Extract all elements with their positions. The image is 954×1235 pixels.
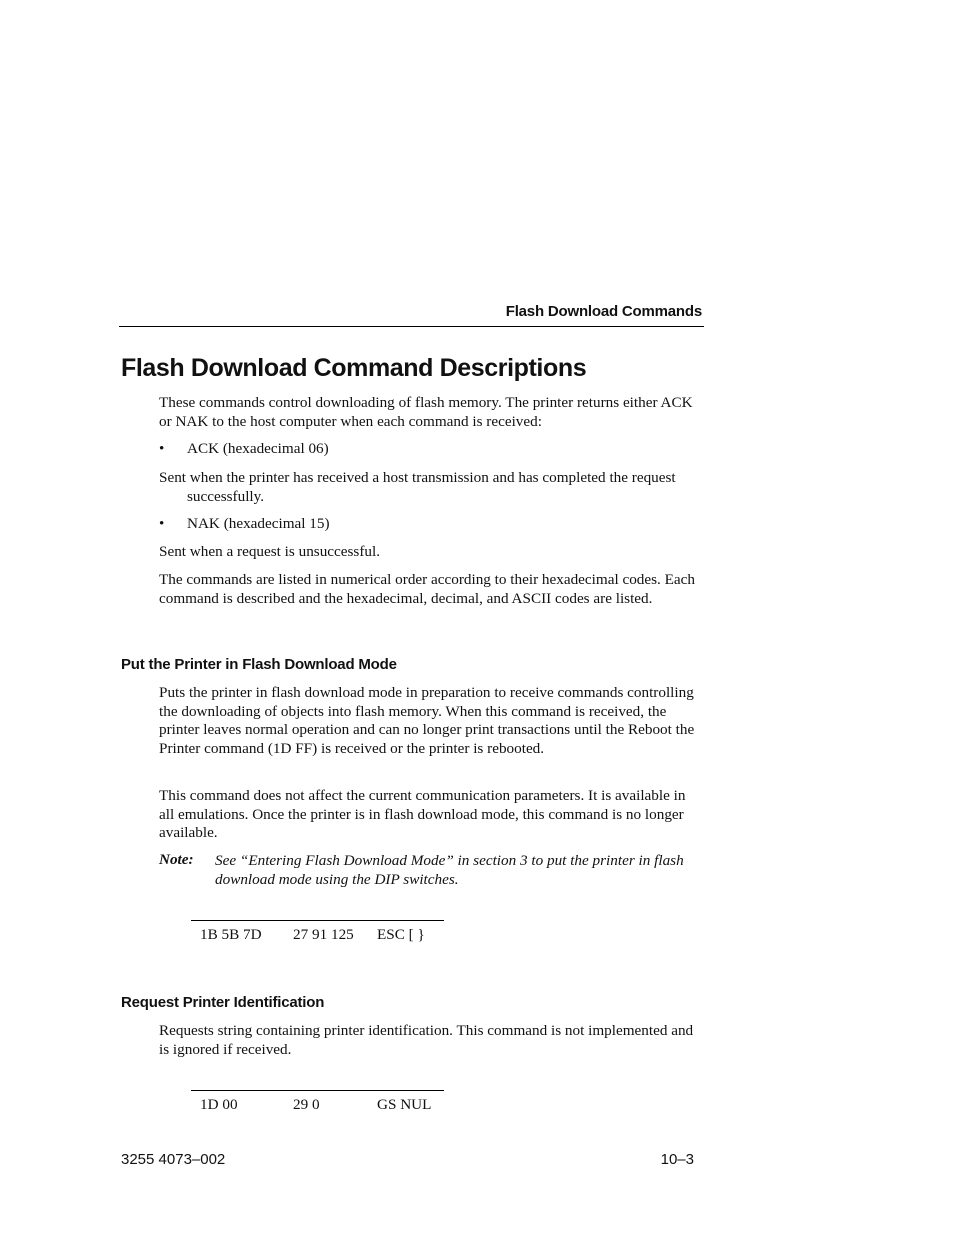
header-rule bbox=[119, 326, 704, 327]
nak-bullet-text: NAK (hexadecimal 15) bbox=[187, 515, 330, 532]
code-hex: 1D 00 bbox=[200, 1096, 238, 1113]
code-hex: 1B 5B 7D bbox=[200, 926, 262, 943]
footer-doc-number: 3255 4073–002 bbox=[121, 1151, 226, 1168]
ack-bullet-text: ACK (hexadecimal 06) bbox=[187, 440, 329, 457]
page-title: Flash Download Command Descriptions bbox=[121, 354, 587, 382]
footer-page-number: 10–3 bbox=[660, 1151, 694, 1168]
code-decimal: 29 0 bbox=[293, 1096, 320, 1113]
running-head: Flash Download Commands bbox=[505, 303, 702, 320]
code-table-rule bbox=[191, 920, 444, 921]
note-text: See “Entering Flash Download Mode” in section 3 to put the printer in flash download mode using the DIP switches. bbox=[215, 852, 684, 888]
printer-id-paragraph: Requests string containing printer identification. This command is not implemented and is ignored if received. bbox=[159, 1022, 694, 1058]
code-decimal: 27 91 125 bbox=[293, 926, 354, 943]
ack-description: Sent when the printer has received a host transmission and has completed the request successfully. bbox=[159, 469, 676, 505]
flash-mode-paragraph-1: Puts the printer in flash download mode in preparation to receive commands controlling the downloading of objects into flash memory. When this command is received, the printer leaves normal operation and can no longer print transactions until the Reboot the Printer command (1D FF) is received or the printer is rebooted. bbox=[159, 684, 695, 757]
code-table-rule bbox=[191, 1090, 444, 1091]
code-ascii: ESC [ } bbox=[377, 926, 425, 943]
nak-description: Sent when a request is unsuccessful. bbox=[159, 543, 381, 560]
bullet-icon: • bbox=[159, 515, 165, 532]
ack-bullet bbox=[159, 440, 329, 459]
intro-paragraph: These commands control downloading of flash memory. The printer returns either ACK or NAK to the host computer when each command is received: bbox=[159, 394, 693, 430]
note-label: Note: bbox=[159, 851, 194, 868]
section-heading-printer-id: Request Printer Identification bbox=[121, 994, 325, 1011]
bullet-icon: • bbox=[159, 440, 165, 457]
flash-mode-paragraph-2: This command does not affect the current communication parameters. It is available in all emulations. Once the printer is in flash download mode, this command is no longer available. bbox=[159, 787, 686, 842]
code-ascii: GS NUL bbox=[377, 1096, 432, 1113]
nak-bullet bbox=[159, 515, 330, 534]
section-heading-flash-mode: Put the Printer in Flash Download Mode bbox=[121, 656, 397, 673]
order-paragraph: The commands are listed in numerical order according to their hexadecimal codes. Each command is described and the hexadecimal, decimal, and ASCII codes are listed. bbox=[159, 571, 695, 607]
